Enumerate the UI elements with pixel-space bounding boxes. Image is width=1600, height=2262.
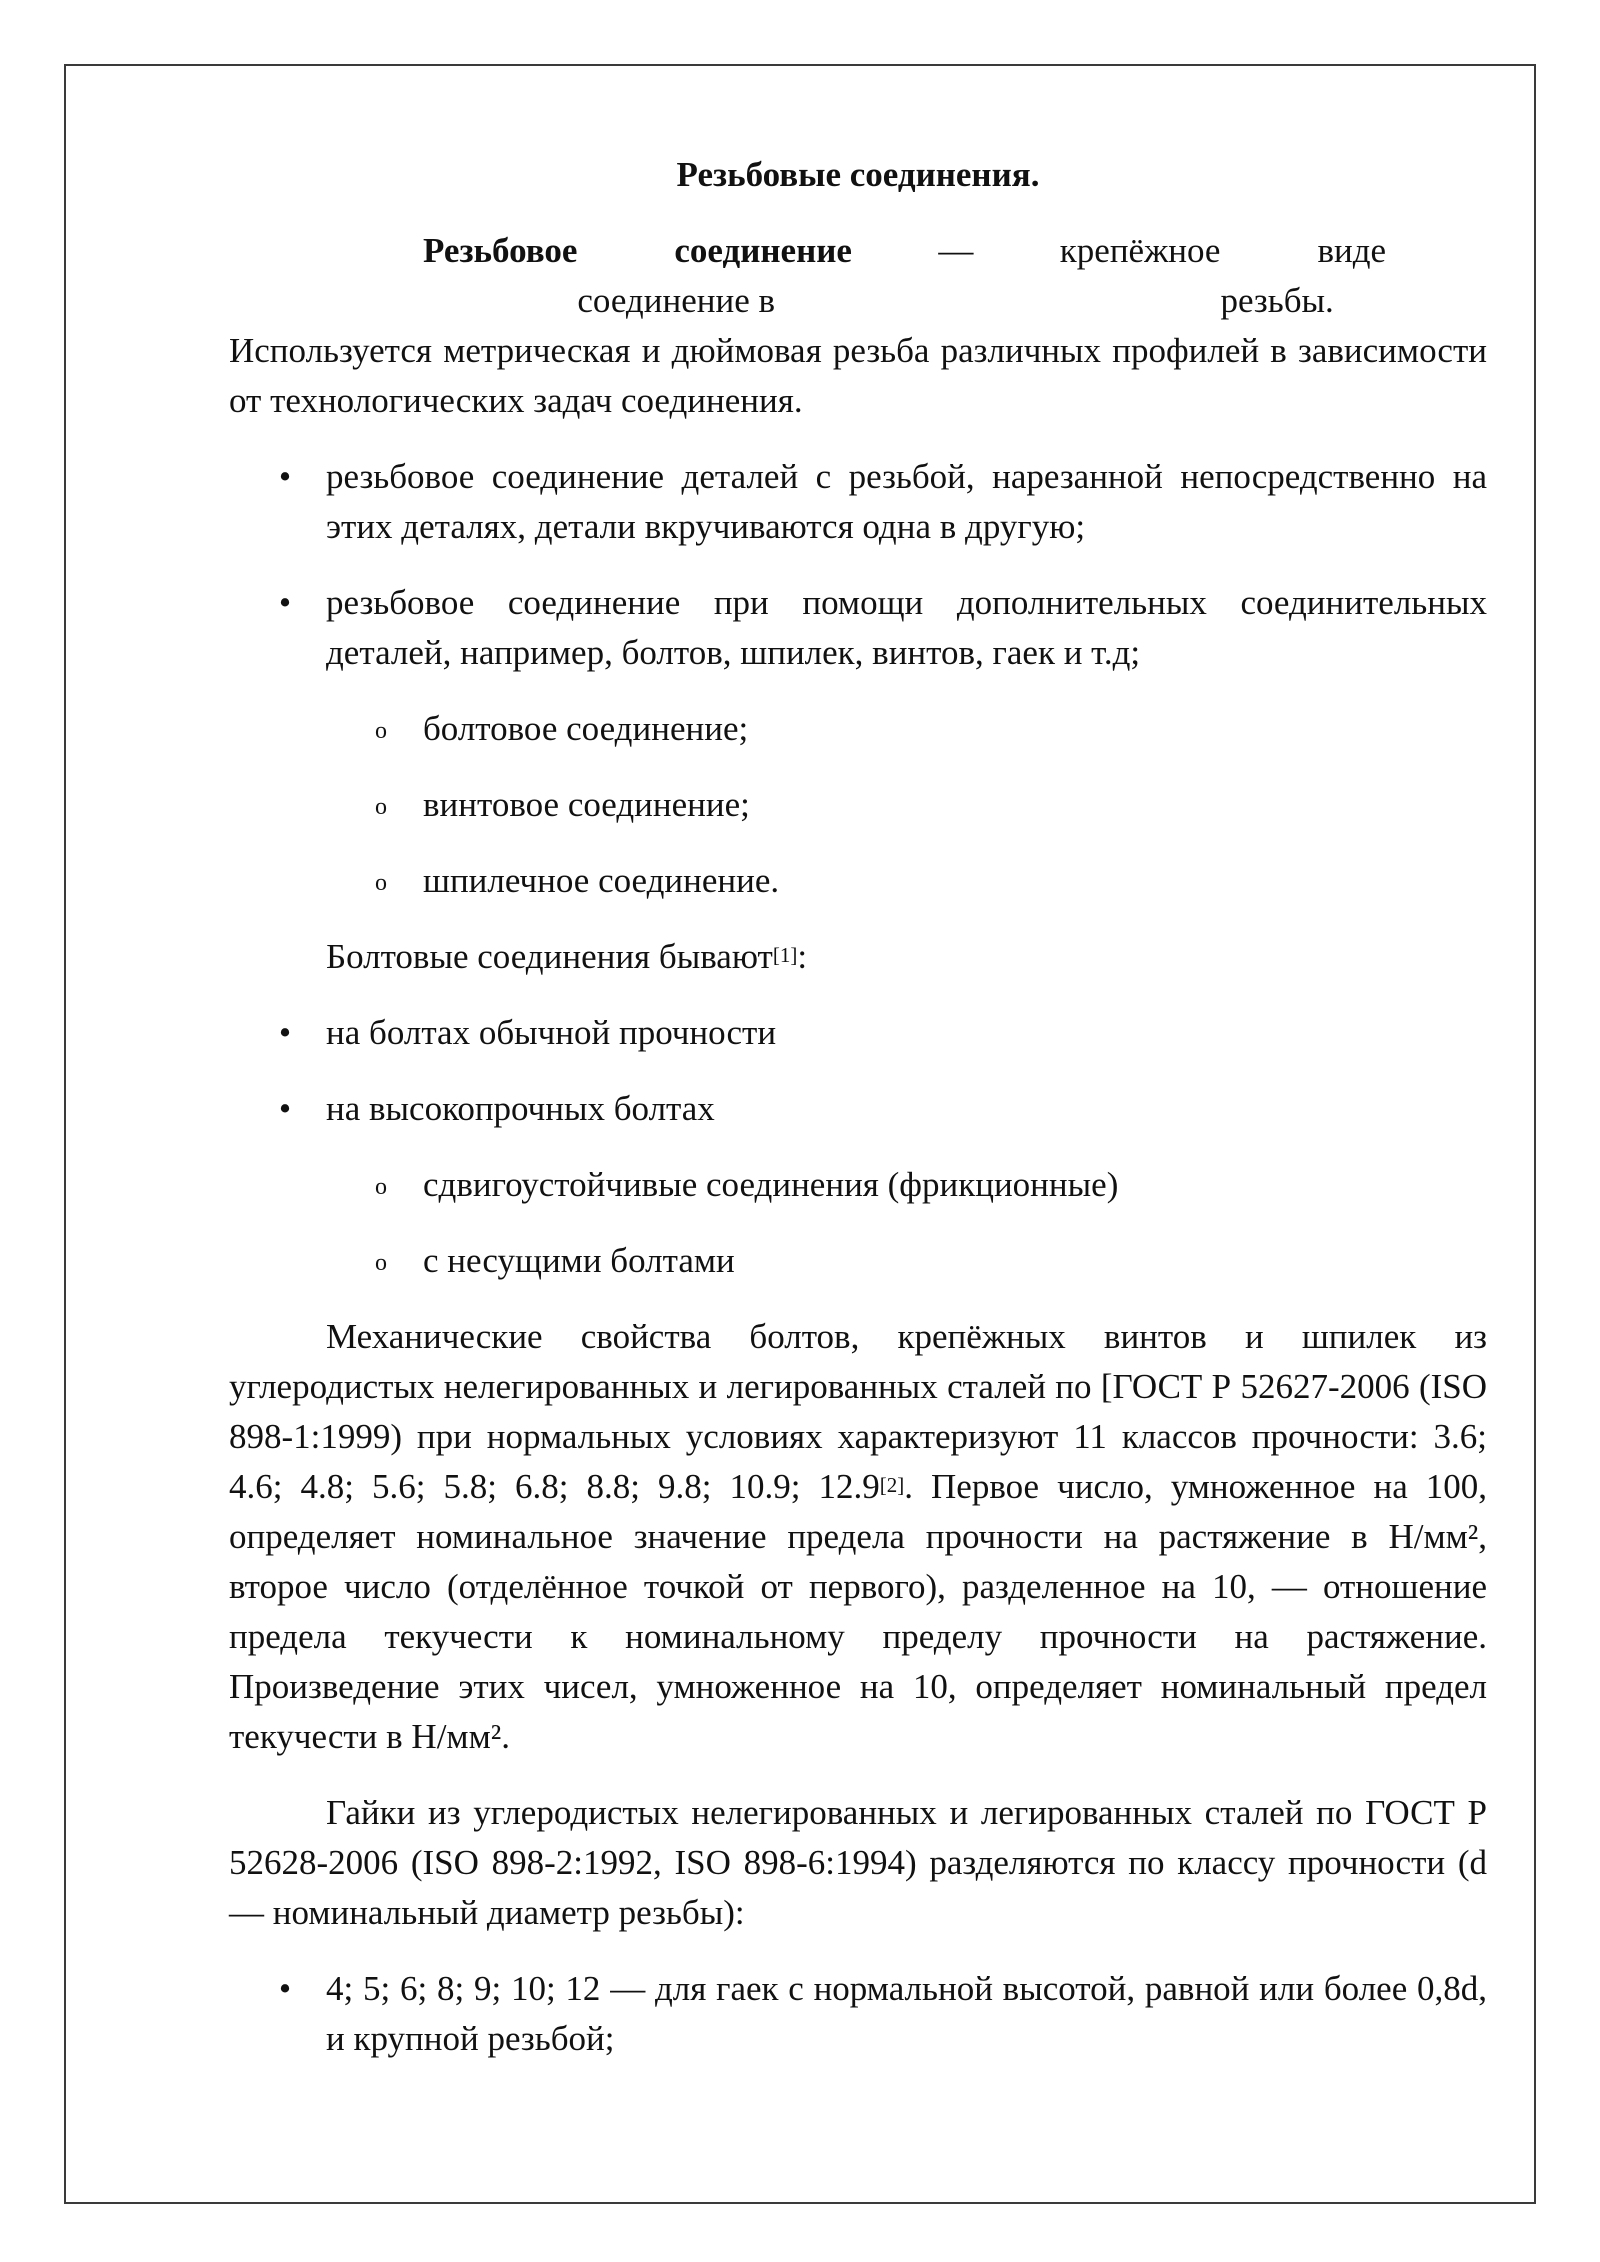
list-item-text: 4; 5; 6; 8; 9; 10; 12 — для гаек с нормальной высотой, равной или более 0,8d, и крупной резьбой; — [326, 1969, 1487, 2058]
list-item — [229, 578, 1487, 678]
mechanical-properties-paragraph — [229, 1312, 1487, 1762]
circle-bullet-icon: o — [375, 718, 387, 744]
list-item — [229, 1084, 1487, 1134]
list-item-text: резьбовое соединение деталей с резьбой, нарезанной непосредственно на этих деталях, детали вкручиваются одна в другую; — [326, 457, 1487, 546]
footnote-ref-2[interactable]: [2] — [879, 1473, 905, 1497]
document-body — [229, 150, 1487, 2090]
bolt-intro-tail: : — [797, 937, 808, 976]
term-word-2: соединение — [674, 231, 852, 270]
bullet-icon: • — [278, 457, 292, 496]
list-item — [229, 1008, 1487, 1058]
mech-text-part-1: Механические свойства болтов, крепёжных винтов и шпилек из углеродистых нелегированных и легированных сталей по [ГОСТ Р 52627-2006 (ISO 898-1:1999) при нормальных условиях характеризуют 11 классов прочности: 3.6; 4.6; 4.8; 5.6; 5.8; 6.8; 8.8; 9.8; 10.9; 12.9 — [229, 1317, 1487, 1506]
bullet-icon: • — [278, 1013, 292, 1052]
intro-rest: Используется метрическая и дюймовая резьба различных профилей в зависимости от технологических задач соединения. — [229, 331, 1487, 420]
sub-list-item — [229, 1236, 1487, 1286]
intro-paragraph — [229, 226, 1487, 426]
sub-list-item-text: винтовое соединение; — [423, 785, 750, 824]
list-item — [229, 452, 1487, 552]
intro-first-line — [326, 226, 1487, 326]
sub-list-item-text: с несущими болтами — [423, 1241, 735, 1280]
def-part-1: — крепёжное соединение в — [577, 231, 1221, 320]
sub-list-item — [229, 780, 1487, 830]
def-part-2: виде резьбы. — [1220, 231, 1387, 320]
intro-term-def — [577, 226, 1220, 326]
nut-classes-list — [229, 1964, 1487, 2064]
sub-list-item — [229, 704, 1487, 754]
connection-subtypes-list — [229, 704, 1487, 906]
circle-bullet-icon: o — [375, 794, 387, 820]
sub-list-item-text: болтовое соединение; — [423, 709, 749, 748]
term-word-1: Резьбовое — [423, 231, 578, 270]
list-item — [229, 1964, 1487, 2064]
list-item-text: на высокопрочных болтах — [326, 1089, 715, 1128]
circle-bullet-icon: o — [375, 1250, 387, 1276]
circle-bullet-icon: o — [375, 870, 387, 896]
mech-text-part-2: . Первое число, умноженное на 100, определяет номинальное значение предела прочности на растяжение в Н/мм², второе число (отделённое точкой от первого), разделенное на 10, — отношение предела текучести к номинальному пределу прочности на растяжение. Произведение этих чисел, умноженное на 10, определяет номинальный предел текучести в Н/мм². — [229, 1467, 1488, 1756]
sub-list-item — [229, 856, 1487, 906]
document-title: Резьбовые соединения. — [676, 155, 1040, 194]
list-item-text: резьбовое соединение при помощи дополнительных соединительных деталей, например, болтов, шпилек, винтов, гаек и т.д; — [326, 583, 1487, 672]
nuts-paragraph: Гайки из углеродистых нелегированных и легированных сталей по ГОСТ Р 52628-2006 (ISO 898-2:1992, ISO 898-6:1994) разделяются по классу прочности (d — номинальный диаметр резьбы): — [229, 1793, 1487, 1932]
list-item-text: на болтах обычной прочности — [326, 1013, 777, 1052]
sub-list-item-text: сдвигоустойчивые соединения (фрикционные) — [423, 1165, 1119, 1204]
bullet-icon: • — [278, 1089, 292, 1128]
bolt-types-list — [229, 1008, 1487, 1134]
bolt-intro-paragraph — [229, 932, 1487, 982]
bullet-icon: • — [278, 583, 292, 622]
sub-list-item — [229, 1160, 1487, 1210]
bolt-intro-text: Болтовые соединения бывают — [326, 937, 773, 976]
sub-list-item-text: шпилечное соединение. — [423, 861, 780, 900]
circle-bullet-icon: o — [375, 1174, 387, 1200]
bullet-icon: • — [278, 1969, 292, 2008]
high-strength-subtypes-list — [229, 1160, 1487, 1286]
thread-types-list — [229, 452, 1487, 678]
footnote-ref-1[interactable]: [1] — [772, 943, 798, 967]
